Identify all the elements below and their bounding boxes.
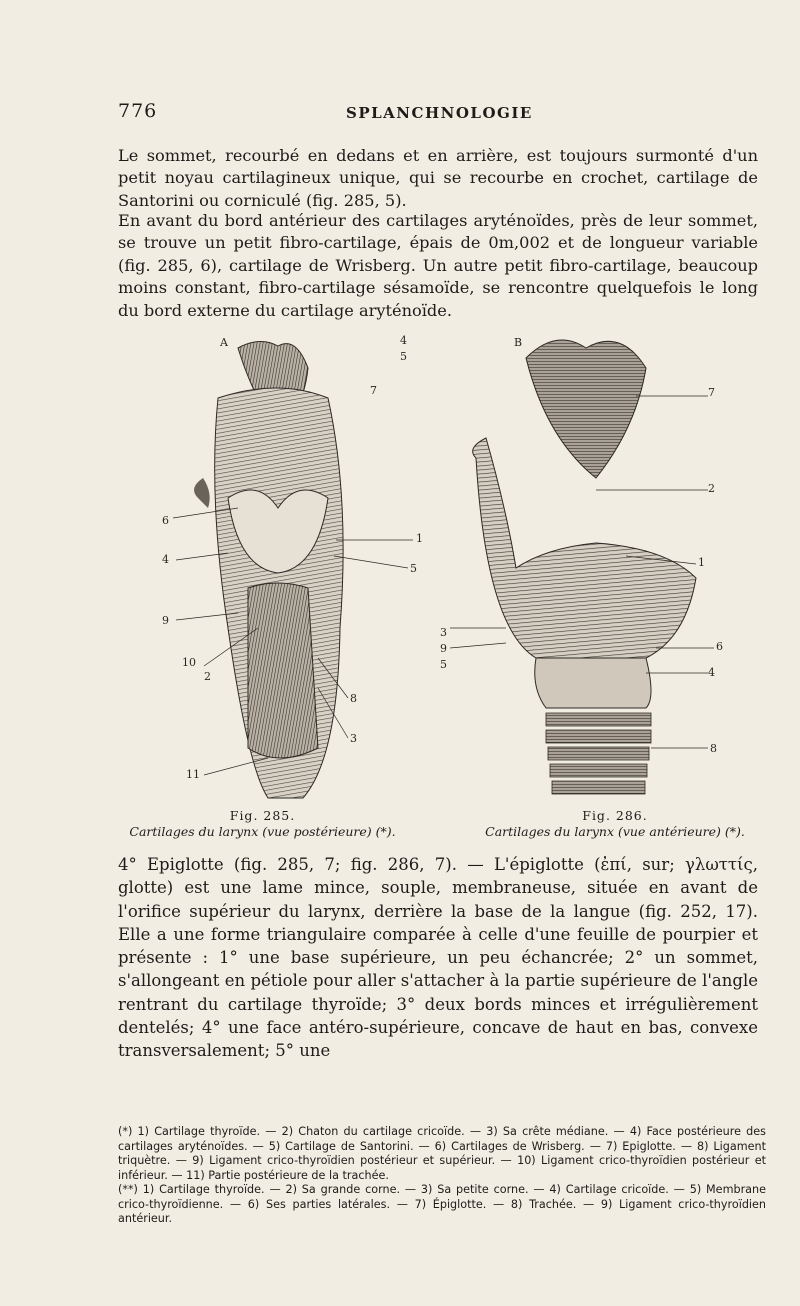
- figure-285-label: 8: [350, 692, 357, 705]
- figure-286-number: Fig. 286.: [582, 808, 648, 823]
- figure-285-number: Fig. 285.: [229, 808, 296, 823]
- figure-286-title: Cartilages du larynx (vue antérieure) (*).: [485, 824, 745, 839]
- figure-plate: [162, 328, 788, 808]
- paragraph-wrisberg: En avant du bord antérieur des cartilages aryténoïdes, près de leur sommet, se trouve un petit fibro-cartilage, épais de 0m,002 et de longueur variable (fig. 285, 6), cartilage de Wrisberg. Un autre petit fibro-cartilage, beaucoup moins constant, fibro-cartilage sésamoïde, se rencontre quelquefois le long du bord externe du cartilage aryténoïde.: [118, 211, 758, 320]
- figure-285-letter: A: [220, 336, 228, 349]
- figure-285-label: 11: [186, 768, 200, 781]
- figure-286-label: 8: [710, 742, 717, 755]
- figure-286-letter: B: [514, 336, 523, 349]
- figure-285-label: 5: [410, 562, 417, 575]
- figure-285-label: 6: [162, 514, 169, 527]
- figure-285-label: 1: [416, 532, 423, 545]
- figure-286-caption: [465, 808, 765, 840]
- figure-285-label: 7: [370, 384, 377, 397]
- larynx-anterior-engraving: [446, 328, 776, 808]
- figure-286-label: 2: [708, 482, 715, 495]
- larynx-posterior-engraving: [168, 328, 418, 808]
- figure-285-label: 2: [204, 670, 211, 683]
- footnote-figure-286: (**) 1) Cartilage thyroïde. — 2) Sa grande corne. — 3) Sa petite corne. — 4) Cartilage cricoïde. — 5) Membrane crico-thyroïdienne. — 6) Ses parties latérales. — 7) Épiglotte. — 8) Trachée. — 9) Ligament crico-thyroïdien antérieur.: [118, 1183, 766, 1225]
- figure-285-caption: [120, 808, 405, 840]
- figure-285-label: 4: [162, 553, 169, 566]
- figure-285-label: 10: [182, 656, 196, 669]
- figure-285-label: 3: [350, 732, 357, 745]
- figure-285-label: 5: [400, 350, 407, 363]
- paragraph-santorini: Le sommet, recourbé en dedans et en arrière, est toujours surmonté d'un petit noyau cartilagineux unique, qui se recourbe en crochet, cartilage de Santorini ou corniculé (fig. 285, 5).: [118, 146, 758, 210]
- page-number: 776: [118, 100, 158, 122]
- footnote-figure-285: (*) 1) Cartilage thyroïde. — 2) Chaton du cartilage cricoïde. — 3) Sa crête médiane. — 4) Face postérieure des cartilages aryténoïdes. — 5) Cartilage de Santorini. — 6) Cartilages de Wrisberg. — 7) Epiglotte. — 8) Ligament triquètre. — 9) Ligament crico-thyroïdien postérieur et supérieur. — 10) Ligament crico-thyroïdien postérieur et inférieur. — 11) Partie postérieure de la trachée.: [118, 1125, 766, 1182]
- running-head: SPLANCHNOLOGIE: [346, 104, 533, 122]
- figure-286-label: 7: [708, 386, 715, 399]
- figure-285-label: 9: [162, 614, 169, 627]
- figure-286-label: 3: [440, 626, 447, 639]
- figure-286-label: 4: [708, 666, 715, 679]
- footnotes: [118, 1125, 766, 1227]
- figure-286-label: 5: [440, 658, 447, 671]
- figure-285-label: 4: [400, 334, 407, 347]
- figure-286-label: 6: [716, 640, 723, 653]
- figure-286: [440, 328, 776, 808]
- figure-285: [162, 328, 423, 808]
- figure-286-label: 9: [440, 642, 447, 655]
- trachea-rings: [546, 713, 651, 794]
- paragraph-epiglotte: 4° Epiglotte (fig. 285, 7; fig. 286, 7). — L'épiglotte (ἐπί, sur; γλωττίς, glotte) est une lame mince, souple, membraneuse, située en avant de l'orifice supérieur du larynx, derrière la base de la langue (fig. 252, 17). Elle a une forme triangulaire comparée à celle d'une feuille de pourpier et présente : 1° une base supérieure, un peu échancrée; 2° un sommet, s'allongeant en pétiole pour aller s'attacher à la partie supérieure de l'angle rentrant du cartilage thyroïde; 3° deux bords minces et irrégulièrement dentelés; 4° une face antéro-supérieure, concave de haut en bas, convexe transversalement; 5° une: [118, 855, 758, 1061]
- figure-285-title: Cartilages du larynx (vue postérieure) (*).: [129, 824, 396, 839]
- figure-286-label: 1: [698, 556, 705, 569]
